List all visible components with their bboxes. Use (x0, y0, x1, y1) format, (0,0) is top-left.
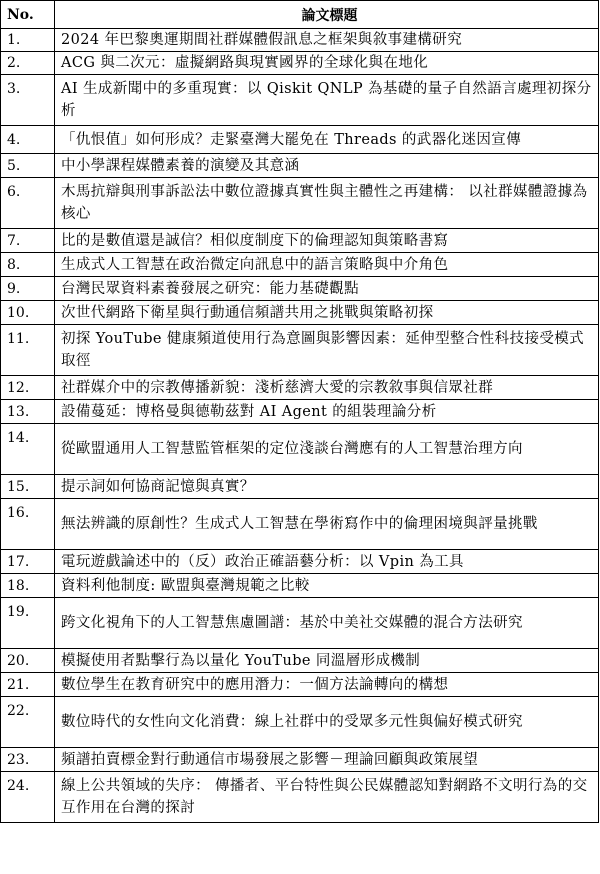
row-number: 8. (1, 253, 55, 277)
row-title: 設備蔓延：博格曼與德勒茲對 AI Agent 的組裝理論分析 (55, 400, 599, 424)
row-title: 模擬使用者點擊行為以量化 YouTube 同溫層形成機制 (55, 649, 599, 673)
row-title: 電玩遊戲論述中的（反）政治正確語藝分析：以 Vpin 為工具 (55, 550, 599, 574)
row-title: 「仇恨值」如何形成？走緊臺灣大罷免在 Threads 的武器化迷因宣傳 (55, 126, 599, 154)
table-row (1, 154, 599, 178)
row-title: 無法辨識的原創性？生成式人工智慧在學術寫作中的倫理困境與評量挑戰 (55, 499, 599, 550)
table-row (1, 29, 599, 52)
table-row (1, 229, 599, 253)
row-title: 從歐盟通用人工智慧監管框架的定位淺談台灣應有的人工智慧治理方向 (55, 424, 599, 475)
table-row (1, 598, 599, 649)
table-row (1, 325, 599, 376)
header-row (1, 1, 599, 29)
row-title: 生成式人工智慧在政治微定向訊息中的語言策略與中介角色 (55, 253, 599, 277)
row-number: 20. (1, 649, 55, 673)
row-title: 社群媒介中的宗教傳播新貌：淺析慈濟大愛的宗教敘事與信眾社群 (55, 376, 599, 400)
row-number: 14. (1, 424, 55, 475)
row-number: 19. (1, 598, 55, 649)
table-row (1, 649, 599, 673)
row-number: 17. (1, 550, 55, 574)
row-title: 2024 年巴黎奧運期間社群媒體假訊息之框架與敘事建構研究 (55, 29, 599, 52)
table-row (1, 475, 599, 499)
row-number: 12. (1, 376, 55, 400)
row-number: 18. (1, 574, 55, 598)
row-title: 台灣民眾資料素養發展之研究：能力基礎觀點 (55, 277, 599, 301)
row-number: 24. (1, 772, 55, 823)
row-title: AI 生成新聞中的多重現實：以 Qiskit QNLP 為基礎的量子自然語言處理初探分析 (55, 75, 599, 126)
row-title: 比的是數值還是誠信？相似度制度下的倫理認知與策略書寫 (55, 229, 599, 253)
row-number: 5. (1, 154, 55, 178)
table-row (1, 301, 599, 325)
row-number: 11. (1, 325, 55, 376)
row-title: 數位學生在教育研究中的應用潛力：一個方法論轉向的構想 (55, 673, 599, 697)
row-number: 21. (1, 673, 55, 697)
row-title: ACG 與二次元：虛擬網路與現實國界的全球化與在地化 (55, 52, 599, 75)
table-row (1, 277, 599, 301)
table-row (1, 126, 599, 154)
table-header (1, 1, 599, 29)
table-row (1, 550, 599, 574)
row-number: 23. (1, 748, 55, 772)
row-number: 6. (1, 178, 55, 229)
table-row (1, 424, 599, 475)
row-title: 次世代網路下衛星與行動通信頻譜共用之挑戰與策略初探 (55, 301, 599, 325)
table-row (1, 400, 599, 424)
column-header-title: 論文標題 (55, 1, 599, 29)
row-number: 9. (1, 277, 55, 301)
table-row (1, 75, 599, 126)
row-number: 13. (1, 400, 55, 424)
row-number: 2. (1, 52, 55, 75)
row-title: 跨文化視角下的人工智慧焦慮圖譜：基於中美社交媒體的混合方法研究 (55, 598, 599, 649)
row-number: 22. (1, 697, 55, 748)
table-row (1, 673, 599, 697)
table-row (1, 772, 599, 823)
row-title: 線上公共領域的失序： 傳播者、平台特性與公民媒體認知對網路不文明行為的交互作用在台灣的探討 (55, 772, 599, 823)
table-row (1, 178, 599, 229)
column-header-no: No. (1, 1, 55, 29)
table-row (1, 52, 599, 75)
row-number: 4. (1, 126, 55, 154)
row-number: 15. (1, 475, 55, 499)
row-title: 頻譜拍賣標金對行動通信市場發展之影響－理論回顧與政策展望 (55, 748, 599, 772)
table-row (1, 697, 599, 748)
table-body (1, 29, 599, 823)
table-row (1, 253, 599, 277)
table-row (1, 748, 599, 772)
row-number: 16. (1, 499, 55, 550)
row-title: 提示詞如何協商記憶與真實？ (55, 475, 599, 499)
row-title: 中小學課程媒體素養的演變及其意涵 (55, 154, 599, 178)
row-title: 初探 YouTube 健康頻道使用行為意圖與影響因素：延伸型整合性科技接受模式取徑 (55, 325, 599, 376)
row-number: 7. (1, 229, 55, 253)
table-row (1, 499, 599, 550)
row-number: 3. (1, 75, 55, 126)
row-title: 資料利他制度: 歐盟與臺灣規範之比較 (55, 574, 599, 598)
table-row (1, 376, 599, 400)
row-title: 木馬抗辯與刑事訴訟法中數位證據真實性與主體性之再建構： 以社群媒體證據為核心 (55, 178, 599, 229)
row-number: 1. (1, 29, 55, 52)
table-row (1, 574, 599, 598)
row-number: 10. (1, 301, 55, 325)
row-title: 數位時代的女性向文化消費：線上社群中的受眾多元性與偏好模式研究 (55, 697, 599, 748)
